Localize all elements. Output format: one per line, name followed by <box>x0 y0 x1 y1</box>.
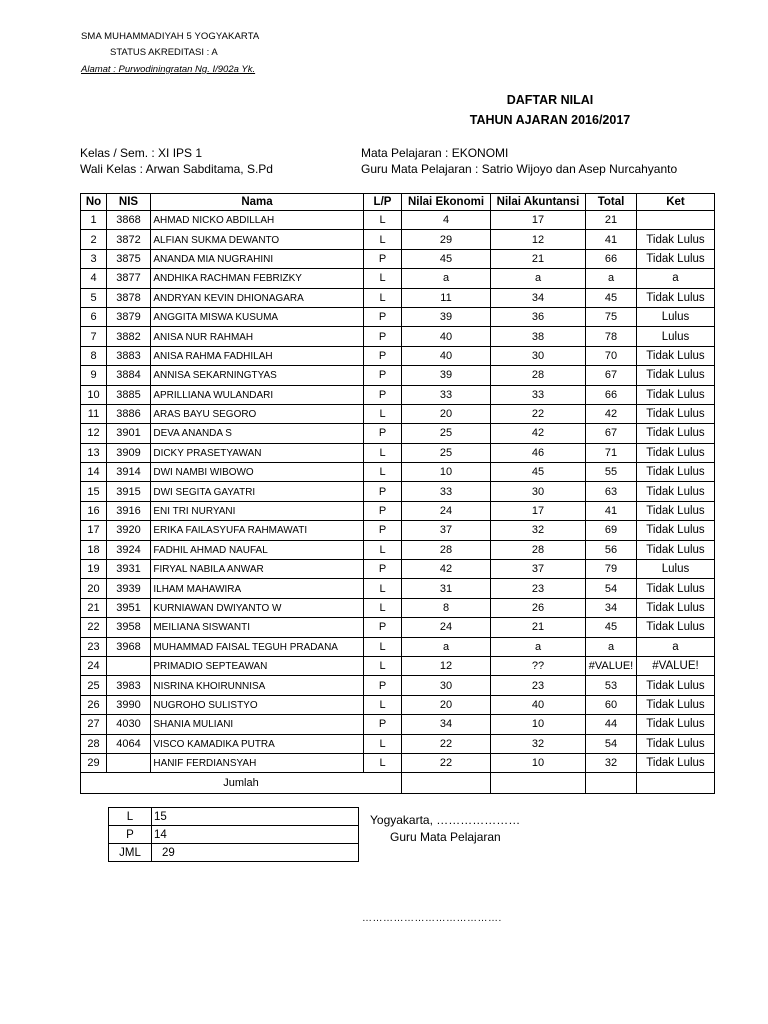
cell-total: 66 <box>586 385 637 404</box>
cell-no: 15 <box>81 482 107 501</box>
header-nis: NIS <box>107 194 151 211</box>
cell-gender: P <box>364 327 402 346</box>
cell-accounting-score: 26 <box>491 598 586 617</box>
cell-nis: 3915 <box>107 482 151 501</box>
cell-accounting-score: 45 <box>491 463 586 482</box>
cell-accounting-score: 38 <box>491 327 586 346</box>
cell-name: ENI TRI NURYANI <box>151 501 353 520</box>
cell-gender: P <box>364 618 402 637</box>
cell-total: 67 <box>586 424 637 443</box>
table-row <box>81 753 715 772</box>
cell-no: 8 <box>81 346 107 365</box>
cell-nis: 3886 <box>107 404 151 423</box>
cell-total: 41 <box>586 230 637 249</box>
summary-label: JML <box>109 844 152 862</box>
cell-remarks <box>637 211 715 230</box>
summary-label: P <box>109 826 152 844</box>
summary-value: 15 <box>152 808 359 826</box>
cell-name: ANNISA SEKARNINGTYAS <box>151 366 353 385</box>
cell-total: 45 <box>586 288 637 307</box>
cell-nis: 3868 <box>107 211 151 230</box>
cell-accounting-score: 32 <box>491 734 586 753</box>
table-header-row <box>81 194 715 211</box>
cell-remarks: Tidak Lulus <box>637 424 715 443</box>
cell-gender: L <box>364 230 402 249</box>
cell-remarks: Tidak Lulus <box>637 540 715 559</box>
cell-no: 10 <box>81 385 107 404</box>
table-row <box>81 501 715 520</box>
cell-economics-score: 24 <box>402 618 491 637</box>
header-accounting-score: Nilai Akuntansi <box>491 194 586 211</box>
cell-accounting-score: a <box>491 637 586 656</box>
table-row <box>81 307 715 326</box>
cell-nis: 4030 <box>107 715 151 734</box>
cell-gender: L <box>364 598 402 617</box>
cell-gender: L <box>364 540 402 559</box>
cell-no: 20 <box>81 579 107 598</box>
cell-no: 17 <box>81 521 107 540</box>
cell-gender: L <box>364 656 402 675</box>
total-remarks <box>637 773 715 794</box>
cell-gender: P <box>364 346 402 365</box>
cell-economics-score: 42 <box>402 560 491 579</box>
cell-gender: L <box>364 463 402 482</box>
cell-economics-score: 4 <box>402 211 491 230</box>
cell-nis: 3916 <box>107 501 151 520</box>
cell-remarks: Tidak Lulus <box>637 404 715 423</box>
cell-economics-score: 40 <box>402 327 491 346</box>
cell-no: 23 <box>81 637 107 656</box>
summary-value: 14 <box>152 826 359 844</box>
cell-gender: P <box>364 715 402 734</box>
cell-nis: 4064 <box>107 734 151 753</box>
summary-row <box>109 808 359 826</box>
table-row <box>81 327 715 346</box>
cell-gender: L <box>364 734 402 753</box>
table-row <box>81 560 715 579</box>
cell-total: #VALUE! <box>586 656 637 675</box>
cell-nis: 3909 <box>107 443 151 462</box>
cell-economics-score: 45 <box>402 249 491 268</box>
cell-remarks: Tidak Lulus <box>637 715 715 734</box>
table-row <box>81 385 715 404</box>
cell-economics-score: 39 <box>402 307 491 326</box>
cell-nis: 3990 <box>107 695 151 714</box>
cell-gender: P <box>364 501 402 520</box>
cell-economics-score: 20 <box>402 404 491 423</box>
table-row <box>81 676 715 695</box>
cell-economics-score: 25 <box>402 443 491 462</box>
cell-total: a <box>586 269 637 288</box>
signature-line: …………………………………. <box>362 913 502 924</box>
cell-accounting-score: 21 <box>491 618 586 637</box>
accreditation-status: STATUS AKREDITASI : A <box>110 47 218 58</box>
cell-economics-score: 24 <box>402 501 491 520</box>
cell-no: 2 <box>81 230 107 249</box>
cell-total: 78 <box>586 327 637 346</box>
cell-accounting-score: 17 <box>491 211 586 230</box>
cell-nis: 3877 <box>107 269 151 288</box>
cell-name: AHMAD NICKO ABDILLAH <box>151 211 353 230</box>
cell-name: FADHIL AHMAD NAUFAL <box>151 540 353 559</box>
cell-remarks: a <box>637 269 715 288</box>
cell-no: 24 <box>81 656 107 675</box>
cell-accounting-score: 30 <box>491 346 586 365</box>
cell-total: 34 <box>586 598 637 617</box>
table-row <box>81 288 715 307</box>
cell-gender: P <box>364 521 402 540</box>
header-total: Total <box>586 194 637 211</box>
cell-economics-score: 37 <box>402 521 491 540</box>
cell-nis: 3983 <box>107 676 151 695</box>
cell-economics-score: 39 <box>402 366 491 385</box>
cell-gender: P <box>364 560 402 579</box>
table-row <box>81 637 715 656</box>
cell-total: 63 <box>586 482 637 501</box>
cell-name: ANDRYAN KEVIN DHIONAGARA <box>151 288 353 307</box>
cell-no: 4 <box>81 269 107 288</box>
cell-gender: P <box>364 366 402 385</box>
cell-accounting-score: ?? <box>491 656 586 675</box>
cell-nis: 3968 <box>107 637 151 656</box>
cell-nis <box>107 753 151 772</box>
cell-total: 32 <box>586 753 637 772</box>
cell-name: DEVA ANANDA S <box>151 424 353 443</box>
cell-name: ILHAM MAHAWIRA <box>151 579 353 598</box>
cell-accounting-score: 22 <box>491 404 586 423</box>
cell-remarks: Tidak Lulus <box>637 695 715 714</box>
cell-economics-score: 20 <box>402 695 491 714</box>
cell-accounting-score: 28 <box>491 366 586 385</box>
signature-place-date: Yogyakarta, ………………… <box>370 813 521 827</box>
cell-nis: 3920 <box>107 521 151 540</box>
cell-name: MEILIANA SISWANTI <box>151 618 353 637</box>
cell-total: 55 <box>586 463 637 482</box>
cell-accounting-score: 21 <box>491 249 586 268</box>
cell-remarks: Tidak Lulus <box>637 482 715 501</box>
cell-no: 18 <box>81 540 107 559</box>
cell-accounting-score: 12 <box>491 230 586 249</box>
cell-gender: L <box>364 211 402 230</box>
cell-gender: L <box>364 269 402 288</box>
table-row <box>81 443 715 462</box>
cell-total: 75 <box>586 307 637 326</box>
summary-label: L <box>109 808 152 826</box>
cell-remarks: Tidak Lulus <box>637 463 715 482</box>
cell-total: a <box>586 637 637 656</box>
cell-remarks: Tidak Lulus <box>637 618 715 637</box>
cell-no: 19 <box>81 560 107 579</box>
cell-no: 1 <box>81 211 107 230</box>
cell-nis: 3875 <box>107 249 151 268</box>
cell-remarks: Lulus <box>637 307 715 326</box>
homeroom-teacher: Wali Kelas : Arwan Sabditama, S.Pd <box>80 162 273 176</box>
cell-total: 45 <box>586 618 637 637</box>
cell-economics-score: 31 <box>402 579 491 598</box>
cell-economics-score: 33 <box>402 385 491 404</box>
cell-accounting-score: 36 <box>491 307 586 326</box>
cell-name: APRILLIANA WULANDARI <box>151 385 353 404</box>
cell-no: 28 <box>81 734 107 753</box>
cell-remarks: a <box>637 637 715 656</box>
cell-remarks: Tidak Lulus <box>637 288 715 307</box>
cell-name: ANGGITA MISWA KUSUMA <box>151 307 353 326</box>
cell-nis: 3883 <box>107 346 151 365</box>
cell-name: ANANDA MIA NUGRAHINI <box>151 249 353 268</box>
cell-economics-score: 11 <box>402 288 491 307</box>
cell-accounting-score: 37 <box>491 560 586 579</box>
cell-accounting-score: 32 <box>491 521 586 540</box>
total-accounting <box>491 773 586 794</box>
cell-no: 25 <box>81 676 107 695</box>
cell-remarks: Lulus <box>637 327 715 346</box>
cell-remarks: Tidak Lulus <box>637 734 715 753</box>
cell-name: MUHAMMAD FAISAL TEGUH PRADANA <box>151 637 353 656</box>
cell-nis: 3951 <box>107 598 151 617</box>
cell-nis: 3939 <box>107 579 151 598</box>
table-row <box>81 521 715 540</box>
cell-total: 53 <box>586 676 637 695</box>
cell-name: FIRYAL NABILA ANWAR <box>151 560 353 579</box>
cell-economics-score: 29 <box>402 230 491 249</box>
cell-nis: 3901 <box>107 424 151 443</box>
cell-gender: L <box>364 753 402 772</box>
header-economics-score: Nilai Ekonomi <box>402 194 491 211</box>
cell-nis: 3885 <box>107 385 151 404</box>
cell-name: DWI SEGITA GAYATRI <box>151 482 353 501</box>
cell-gender: L <box>364 404 402 423</box>
total-economics <box>402 773 491 794</box>
cell-no: 14 <box>81 463 107 482</box>
cell-remarks: Tidak Lulus <box>637 443 715 462</box>
cell-name: HANIF FERDIANSYAH <box>151 753 353 772</box>
cell-name: KURNIAWAN DWIYANTO W <box>151 598 353 617</box>
cell-total: 44 <box>586 715 637 734</box>
cell-accounting-score: 23 <box>491 579 586 598</box>
cell-accounting-score: 10 <box>491 753 586 772</box>
cell-economics-score: 8 <box>402 598 491 617</box>
cell-name: ALFIAN SUKMA DEWANTO <box>151 230 353 249</box>
cell-remarks: Tidak Lulus <box>637 676 715 695</box>
subject: Mata Pelajaran : EKONOMI <box>361 146 509 160</box>
cell-no: 27 <box>81 715 107 734</box>
cell-total: 21 <box>586 211 637 230</box>
table-row <box>81 404 715 423</box>
cell-economics-score: 22 <box>402 734 491 753</box>
cell-nis <box>107 656 151 675</box>
cell-no: 12 <box>81 424 107 443</box>
cell-accounting-score: a <box>491 269 586 288</box>
cell-remarks: Tidak Lulus <box>637 579 715 598</box>
cell-accounting-score: 42 <box>491 424 586 443</box>
cell-name: SHANIA MULIANI <box>151 715 353 734</box>
table-row <box>81 249 715 268</box>
summary-value: 29 <box>152 844 359 862</box>
cell-name: ANDHIKA RACHMAN FEBRIZKY <box>151 269 353 288</box>
cell-no: 13 <box>81 443 107 462</box>
table-row <box>81 734 715 753</box>
class-semester: Kelas / Sem. : XI IPS 1 <box>80 146 203 160</box>
school-name: SMA MUHAMMADIYAH 5 YOGYAKARTA <box>81 31 260 42</box>
total-label: Jumlah <box>81 773 402 794</box>
cell-no: 29 <box>81 753 107 772</box>
header-name: Nama <box>151 194 364 211</box>
gender-summary-table <box>108 807 359 862</box>
cell-total: 69 <box>586 521 637 540</box>
cell-no: 22 <box>81 618 107 637</box>
subject-teacher: Guru Mata Pelajaran : Satrio Wijoyo dan Asep Nurcahyanto <box>361 162 678 176</box>
cell-total: 54 <box>586 734 637 753</box>
cell-no: 5 <box>81 288 107 307</box>
cell-gender: P <box>364 249 402 268</box>
cell-gender: L <box>364 637 402 656</box>
cell-no: 11 <box>81 404 107 423</box>
table-row <box>81 598 715 617</box>
cell-economics-score: 10 <box>402 463 491 482</box>
cell-remarks: Tidak Lulus <box>637 230 715 249</box>
table-row <box>81 424 715 443</box>
cell-gender: P <box>364 385 402 404</box>
cell-total: 54 <box>586 579 637 598</box>
cell-remarks: Tidak Lulus <box>637 385 715 404</box>
cell-name: DICKY PRASETYAWAN <box>151 443 353 462</box>
cell-economics-score: 12 <box>402 656 491 675</box>
cell-name: ANISA NUR RAHMAH <box>151 327 353 346</box>
header-remarks: Ket <box>637 194 715 211</box>
cell-remarks: Lulus <box>637 560 715 579</box>
cell-remarks: Tidak Lulus <box>637 753 715 772</box>
cell-total: 70 <box>586 346 637 365</box>
cell-economics-score: 33 <box>402 482 491 501</box>
cell-nis: 3872 <box>107 230 151 249</box>
cell-name: ERIKA FAILASYUFA RAHMAWATI <box>151 521 353 540</box>
cell-remarks: Tidak Lulus <box>637 501 715 520</box>
cell-no: 26 <box>81 695 107 714</box>
cell-economics-score: 34 <box>402 715 491 734</box>
cell-accounting-score: 28 <box>491 540 586 559</box>
cell-total: 42 <box>586 404 637 423</box>
cell-total: 60 <box>586 695 637 714</box>
cell-accounting-score: 17 <box>491 501 586 520</box>
cell-nis: 3931 <box>107 560 151 579</box>
table-row <box>81 211 715 230</box>
header-no: No <box>81 194 107 211</box>
total-row <box>81 773 715 794</box>
table-row <box>81 366 715 385</box>
summary-row <box>109 844 359 862</box>
signature-role: Guru Mata Pelajaran <box>390 830 501 844</box>
cell-no: 21 <box>81 598 107 617</box>
cell-name: DWI NAMBI WIBOWO <box>151 463 353 482</box>
table-row <box>81 346 715 365</box>
cell-economics-score: 28 <box>402 540 491 559</box>
cell-name: NISRINA KHOIRUNNISA <box>151 676 353 695</box>
grades-table <box>80 193 715 794</box>
cell-accounting-score: 23 <box>491 676 586 695</box>
cell-accounting-score: 40 <box>491 695 586 714</box>
cell-no: 16 <box>81 501 107 520</box>
cell-total: 71 <box>586 443 637 462</box>
cell-economics-score: a <box>402 269 491 288</box>
cell-no: 9 <box>81 366 107 385</box>
cell-remarks: Tidak Lulus <box>637 598 715 617</box>
cell-economics-score: 40 <box>402 346 491 365</box>
cell-gender: L <box>364 695 402 714</box>
cell-economics-score: 22 <box>402 753 491 772</box>
cell-remarks: Tidak Lulus <box>637 521 715 540</box>
cell-nis: 3958 <box>107 618 151 637</box>
table-row <box>81 463 715 482</box>
cell-economics-score: 30 <box>402 676 491 695</box>
cell-economics-score: a <box>402 637 491 656</box>
cell-gender: P <box>364 424 402 443</box>
cell-gender: P <box>364 676 402 695</box>
table-row <box>81 715 715 734</box>
header-gender: L/P <box>364 194 402 211</box>
cell-nis: 3878 <box>107 288 151 307</box>
cell-nis: 3914 <box>107 463 151 482</box>
table-row <box>81 230 715 249</box>
cell-nis: 3882 <box>107 327 151 346</box>
cell-nis: 3879 <box>107 307 151 326</box>
cell-gender: L <box>364 288 402 307</box>
table-row <box>81 695 715 714</box>
cell-remarks: Tidak Lulus <box>637 249 715 268</box>
table-row <box>81 482 715 501</box>
cell-name: PRIMADIO SEPTEAWAN <box>151 656 353 675</box>
cell-no: 3 <box>81 249 107 268</box>
cell-gender: L <box>364 579 402 598</box>
cell-nis: 3924 <box>107 540 151 559</box>
cell-remarks: Tidak Lulus <box>637 366 715 385</box>
table-row <box>81 656 715 675</box>
cell-gender: P <box>364 307 402 326</box>
cell-name: NUGROHO SULISTYO <box>151 695 353 714</box>
cell-economics-score: 25 <box>402 424 491 443</box>
cell-total: 41 <box>586 501 637 520</box>
summary-row <box>109 826 359 844</box>
cell-accounting-score: 46 <box>491 443 586 462</box>
cell-name: VISCO KAMADIKA PUTRA <box>151 734 353 753</box>
table-row <box>81 269 715 288</box>
cell-accounting-score: 34 <box>491 288 586 307</box>
document-title: DAFTAR NILAI <box>506 93 594 107</box>
cell-total: 67 <box>586 366 637 385</box>
cell-total: 66 <box>586 249 637 268</box>
table-row <box>81 540 715 559</box>
cell-gender: L <box>364 443 402 462</box>
school-address: Alamat : Purwodiningratan Ng. I/902a Yk. <box>81 64 256 75</box>
cell-remarks: #VALUE! <box>637 656 715 675</box>
table-row <box>81 579 715 598</box>
document-subtitle: TAHUN AJARAN 2016/2017 <box>469 113 631 127</box>
cell-name: ARAS BAYU SEGORO <box>151 404 353 423</box>
cell-remarks: Tidak Lulus <box>637 346 715 365</box>
total-total <box>586 773 637 794</box>
cell-no: 6 <box>81 307 107 326</box>
cell-accounting-score: 33 <box>491 385 586 404</box>
cell-total: 56 <box>586 540 637 559</box>
cell-accounting-score: 30 <box>491 482 586 501</box>
cell-name: ANISA RAHMA FADHILAH <box>151 346 353 365</box>
cell-accounting-score: 10 <box>491 715 586 734</box>
cell-total: 79 <box>586 560 637 579</box>
table-row <box>81 618 715 637</box>
cell-gender: P <box>364 482 402 501</box>
cell-no: 7 <box>81 327 107 346</box>
cell-nis: 3884 <box>107 366 151 385</box>
